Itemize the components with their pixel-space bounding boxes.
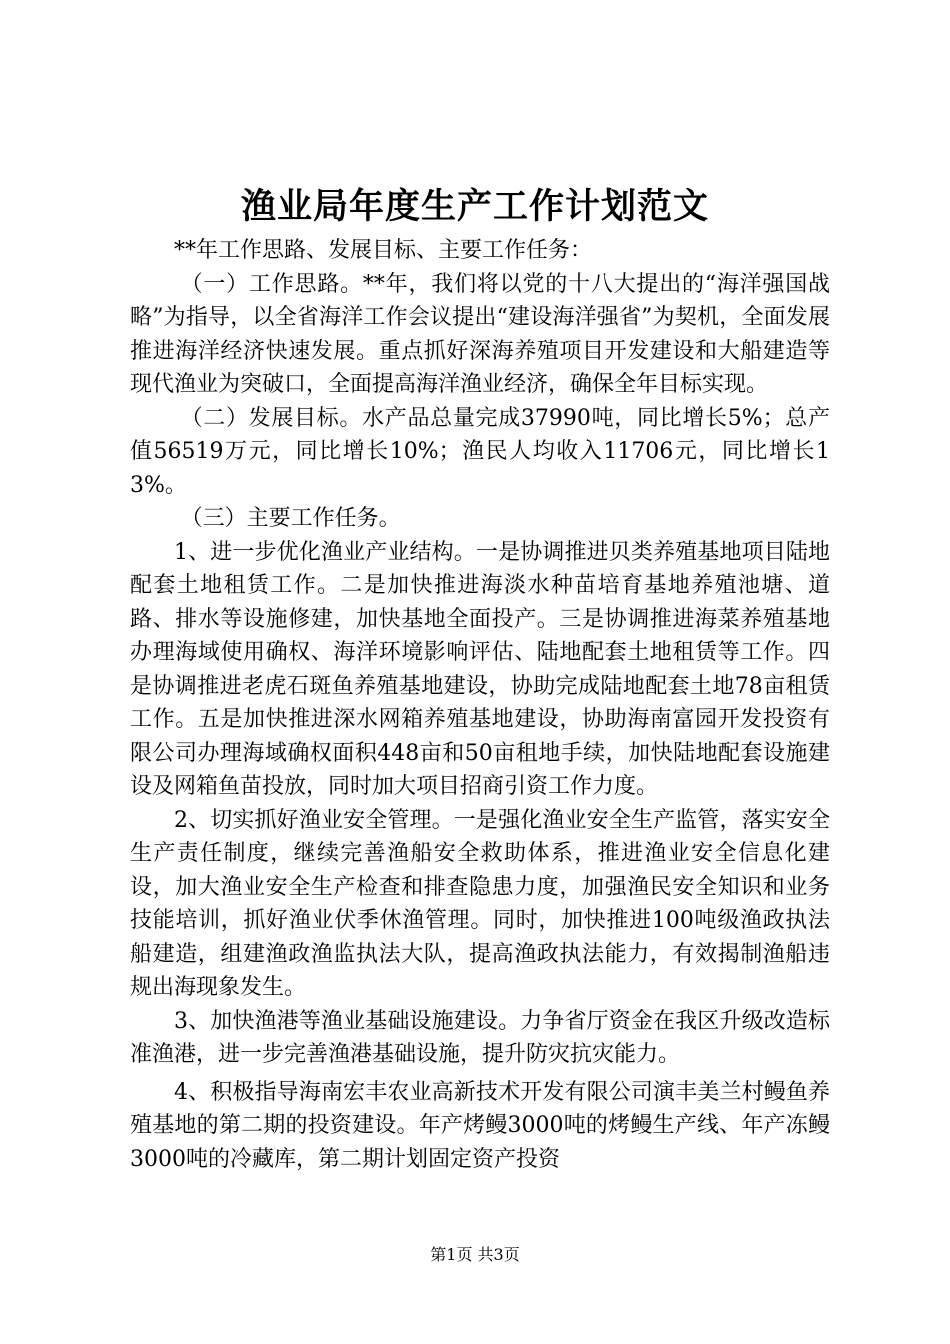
task-item-2: 2、切实抓好渔业安全管理。一是强化渔业安全生产监管，落实安全生产责任制度，继续完善渔船安全救助体系，推进渔业安全信息化建设，加大渔业安全生产检查和排查隐患力度，加强渔民安全知识和业务技能培训，抓好渔业伏季休渔管理。同时，加快推进100吨级渔政执法船建造，组建渔政渔监执法大队，提高渔政执法能力，有效揭制渔船违规出海现象发生。 <box>130 807 830 1000</box>
section-main-tasks-heading: （三）主要工作任务。 <box>180 506 401 531</box>
document-title: 渔业局年度生产工作计划范文 <box>240 186 709 227</box>
task-item-4: 4、积极指导海南宏丰农业高新技术开发有限公司演丰美兰村鳗鱼养殖基地的第二期的投资建设。年产烤鳗3000吨的烤鳗生产线、年产冻鳗3000吨的冷藏库，第二期计划固定资产投资 <box>130 1079 830 1172</box>
section-work-approach: （一）工作思路。**年，我们将以党的十八大提出的“海洋强国战略”为指导，以全省海洋工作会议提出“建设海洋强省”为契机，全面发展推进海洋经济快速发展。重点抓好深海养殖项目开发建设和大船建造等现代渔业为突破口，全面提高海洋渔业经济，确保全年目标实现。 <box>130 271 830 397</box>
task-item-1: 1、进一步优化渔业产业结构。一是协调推进贝类养殖基地项目陆地配套土地租赁工作。二是加快推进海淡水种苗培育基地养殖池塘、道路、排水等设施修建，加快基地全面投产。三是协调推进海菜养殖基地办理海域使用确权、海洋环境影响评估、陆地配套土地租赁等工作。四是协调推进老虎石斑鱼养殖基地建设，协助完成陆地配套土地78亩租赁工作。五是加快推进深水网箱养殖基地建设，协助海南富园开发投资有限公司办理海域确权面积448亩和50亩租地手续，加快陆地配套设施建设及网箱鱼苗投放，同时加大项目招商引资工作力度。 <box>130 539 830 799</box>
task-item-3: 3、加快渔港等渔业基础设施建设。力争省厅资金在我区升级改造标准渔港，进一步完善渔港基础设施，提升防灾抗灾能力。 <box>130 1008 830 1067</box>
document-body <box>130 234 830 1176</box>
page-indicator: 第1页 共3页 <box>430 1245 520 1264</box>
section-development-goals: （二）发展目标。水产品总量完成37990吨，同比增长5%；总产值56519万元，同比增长10%；渔民人均收入11706元，同比增长13%。 <box>130 405 830 498</box>
intro-paragraph: **年工作思路、发展目标、主要工作任务： <box>174 238 593 263</box>
